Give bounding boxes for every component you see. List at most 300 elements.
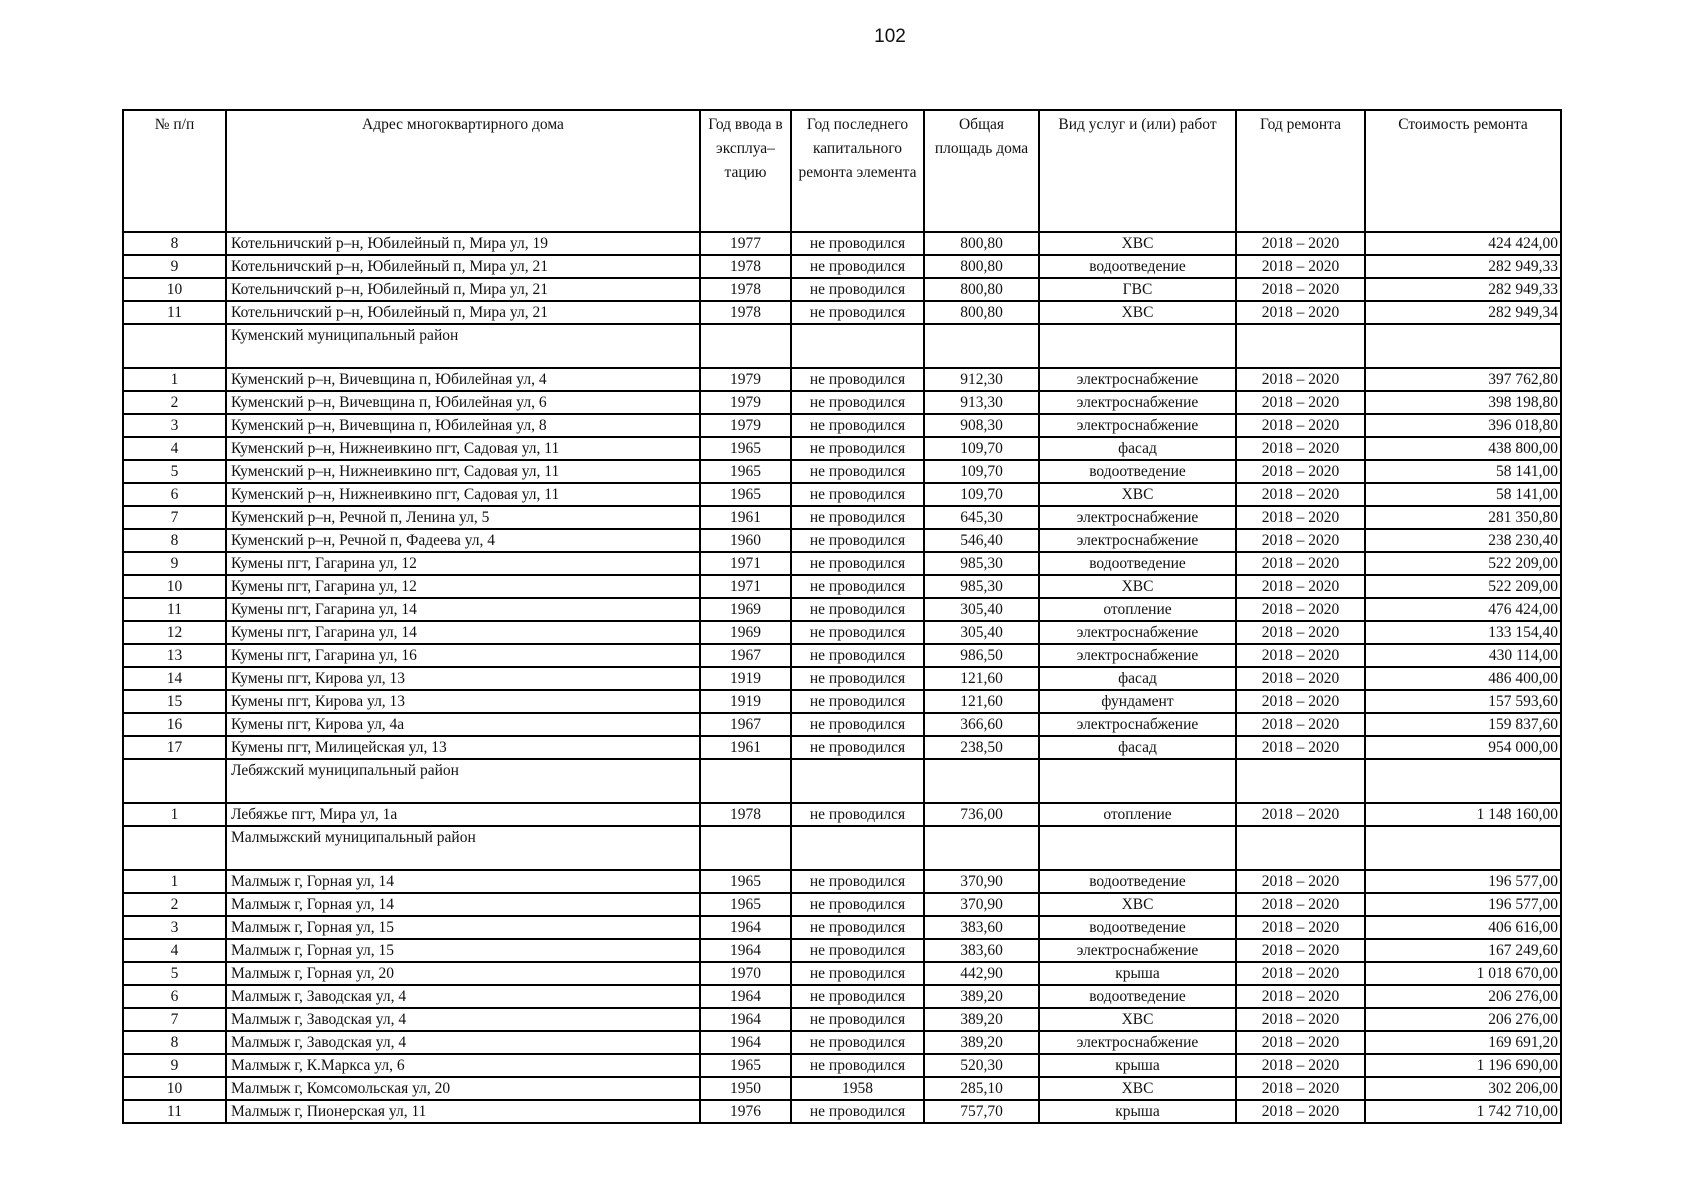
cell-last-repair: не проводился [791,667,924,690]
cell-area: 389,20 [924,1031,1039,1054]
cell-repair-years: 2018 – 2020 [1236,460,1365,483]
cell-area: 800,80 [924,278,1039,301]
cell-area: 985,30 [924,575,1039,598]
header-area: Общая площадь дома [924,110,1039,232]
cell-address: Кумены пгт, Кирова ул, 13 [226,690,700,713]
cell-service: электроснабжение [1039,414,1236,437]
cell-year-built: 1976 [700,1100,791,1123]
cell-year-built: 1979 [700,414,791,437]
header-address: Адрес многоквартирного дома [226,110,700,232]
cell-service: фасад [1039,667,1236,690]
cell-year-built: 1971 [700,552,791,575]
cell-address: Куменский р–н, Речной п, Ленина ул, 5 [226,506,700,529]
cell-repair-years: 2018 – 2020 [1236,1100,1365,1123]
cell-num: 11 [123,1100,226,1123]
cell-last-repair: не проводился [791,621,924,644]
cell-area: 389,20 [924,985,1039,1008]
empty-cell [1236,759,1365,803]
cell-cost: 302 206,00 [1365,1077,1561,1100]
cell-last-repair: не проводился [791,962,924,985]
cell-num: 5 [123,962,226,985]
cell-num: 2 [123,893,226,916]
cell-address: Кумены пгт, Кирова ул, 4а [226,713,700,736]
cell-service: водоотведение [1039,255,1236,278]
cell-service: водоотведение [1039,916,1236,939]
cell-cost: 954 000,00 [1365,736,1561,759]
cell-year-built: 1919 [700,690,791,713]
cell-repair-years: 2018 – 2020 [1236,985,1365,1008]
cell-year-built: 1964 [700,939,791,962]
cell-num: 10 [123,278,226,301]
table-row [123,962,1561,985]
cell-address: Куменский р–н, Речной п, Фадеева ул, 4 [226,529,700,552]
cell-year-built: 1919 [700,667,791,690]
table-row [123,916,1561,939]
empty-cell [1039,826,1236,870]
table-row [123,255,1561,278]
cell-last-repair: не проводился [791,1054,924,1077]
cell-area: 109,70 [924,460,1039,483]
table-row [123,414,1561,437]
cell-service: ХВС [1039,575,1236,598]
cell-cost: 196 577,00 [1365,893,1561,916]
cell-year-built: 1965 [700,870,791,893]
cell-num: 8 [123,232,226,255]
table-row [123,391,1561,414]
cell-repair-years: 2018 – 2020 [1236,1031,1365,1054]
cell-last-repair: не проводился [791,939,924,962]
cell-service: фасад [1039,736,1236,759]
cell-last-repair: не проводился [791,278,924,301]
table-row [123,1031,1561,1054]
table-row [123,598,1561,621]
cell-num: 10 [123,575,226,598]
cell-last-repair: не проводился [791,255,924,278]
table-row [123,437,1561,460]
cell-last-repair: не проводился [791,391,924,414]
cell-cost: 169 691,20 [1365,1031,1561,1054]
cell-cost: 157 593,60 [1365,690,1561,713]
cell-service: отопление [1039,803,1236,826]
cell-repair-years: 2018 – 2020 [1236,939,1365,962]
cell-num: 1 [123,870,226,893]
cell-area: 370,90 [924,893,1039,916]
empty-cell [700,826,791,870]
cell-service: водоотведение [1039,870,1236,893]
cell-num: 4 [123,437,226,460]
cell-num: 10 [123,1077,226,1100]
cell-cost: 282 949,34 [1365,301,1561,324]
cell-last-repair: не проводился [791,529,924,552]
cell-year-built: 1970 [700,962,791,985]
cell-service: ХВС [1039,232,1236,255]
table-row [123,621,1561,644]
cell-cost: 58 141,00 [1365,483,1561,506]
cell-num: 6 [123,985,226,1008]
cell-area: 986,50 [924,644,1039,667]
cell-repair-years: 2018 – 2020 [1236,713,1365,736]
cell-repair-years: 2018 – 2020 [1236,301,1365,324]
cell-address: Куменский р–н, Вичевщина п, Юбилейная ул, 6 [226,391,700,414]
header-service: Вид услуг и (или) работ [1039,110,1236,232]
cell-area: 736,00 [924,803,1039,826]
cell-cost: 159 837,60 [1365,713,1561,736]
table-body [123,232,1561,1123]
cell-year-built: 1967 [700,713,791,736]
cell-service: крыша [1039,1100,1236,1123]
cell-area: 800,80 [924,301,1039,324]
empty-cell [123,324,226,368]
cell-area: 546,40 [924,529,1039,552]
cell-repair-years: 2018 – 2020 [1236,255,1365,278]
cell-cost: 167 249,60 [1365,939,1561,962]
cell-repair-years: 2018 – 2020 [1236,232,1365,255]
empty-cell [123,759,226,803]
cell-cost: 522 209,00 [1365,552,1561,575]
cell-address: Куменский р–н, Нижнеивкино пгт, Садовая ул, 11 [226,483,700,506]
cell-service: ХВС [1039,483,1236,506]
empty-cell [1236,826,1365,870]
table-row [123,575,1561,598]
cell-year-built: 1961 [700,736,791,759]
cell-cost: 1 148 160,00 [1365,803,1561,826]
cell-year-built: 1960 [700,529,791,552]
cell-repair-years: 2018 – 2020 [1236,598,1365,621]
empty-cell [700,759,791,803]
section-row [123,324,1561,368]
cell-year-built: 1950 [700,1077,791,1100]
cell-address: Котельничский р–н, Юбилейный п, Мира ул, 21 [226,301,700,324]
section-row [123,826,1561,870]
cell-service: водоотведение [1039,460,1236,483]
cell-last-repair: не проводился [791,460,924,483]
empty-cell [1039,324,1236,368]
cell-address: Котельничский р–н, Юбилейный п, Мира ул, 21 [226,255,700,278]
cell-num: 8 [123,529,226,552]
cell-area: 800,80 [924,232,1039,255]
cell-last-repair: не проводился [791,870,924,893]
table-row [123,644,1561,667]
cell-year-built: 1961 [700,506,791,529]
table-row [123,460,1561,483]
cell-last-repair: не проводился [791,916,924,939]
cell-last-repair: не проводился [791,368,924,391]
cell-area: 285,10 [924,1077,1039,1100]
cell-last-repair: не проводился [791,690,924,713]
cell-service: ХВС [1039,301,1236,324]
cell-last-repair: не проводился [791,575,924,598]
cell-num: 11 [123,301,226,324]
table-row [123,667,1561,690]
cell-last-repair: не проводился [791,893,924,916]
header-last-repair: Год последнего капитального ремонта элемента [791,110,924,232]
cell-address: Куменский р–н, Вичевщина п, Юбилейная ул, 4 [226,368,700,391]
cell-address: Малмыж г, Пионерская ул, 11 [226,1100,700,1123]
cell-address: Кумены пгт, Гагарина ул, 16 [226,644,700,667]
cell-cost: 206 276,00 [1365,1008,1561,1031]
cell-cost: 486 400,00 [1365,667,1561,690]
cell-cost: 476 424,00 [1365,598,1561,621]
cell-last-repair: не проводился [791,552,924,575]
cell-num: 4 [123,939,226,962]
table-row [123,506,1561,529]
cell-area: 121,60 [924,690,1039,713]
cell-service: ГВС [1039,278,1236,301]
section-row [123,759,1561,803]
cell-service: электроснабжение [1039,368,1236,391]
cell-last-repair: не проводился [791,301,924,324]
cell-repair-years: 2018 – 2020 [1236,690,1365,713]
table-row [123,483,1561,506]
cell-year-built: 1964 [700,1008,791,1031]
cell-address: Малмыж г, Заводская ул, 4 [226,1031,700,1054]
cell-cost: 396 018,80 [1365,414,1561,437]
cell-address: Куменский р–н, Нижнеивкино пгт, Садовая ул, 11 [226,437,700,460]
cell-last-repair: не проводился [791,803,924,826]
empty-cell [700,324,791,368]
empty-cell [791,759,924,803]
cell-repair-years: 2018 – 2020 [1236,644,1365,667]
cell-num: 9 [123,255,226,278]
cell-last-repair: не проводился [791,985,924,1008]
cell-service: фундамент [1039,690,1236,713]
header-year-built: Год ввода в эксплуа– тацию [700,110,791,232]
cell-address: Кумены пгт, Гагарина ул, 12 [226,552,700,575]
cell-last-repair: не проводился [791,232,924,255]
cell-year-built: 1978 [700,255,791,278]
repair-table [122,109,1562,1124]
cell-cost: 406 616,00 [1365,916,1561,939]
section-title: Куменский муниципальный район [226,324,700,368]
page-number: 102 [874,26,906,47]
cell-num: 7 [123,506,226,529]
table-row [123,870,1561,893]
cell-service: электроснабжение [1039,529,1236,552]
cell-area: 370,90 [924,870,1039,893]
cell-area: 121,60 [924,667,1039,690]
header-row [123,110,1561,232]
cell-last-repair: не проводился [791,437,924,460]
cell-repair-years: 2018 – 2020 [1236,414,1365,437]
table-row [123,232,1561,255]
cell-area: 305,40 [924,598,1039,621]
cell-num: 14 [123,667,226,690]
cell-cost: 206 276,00 [1365,985,1561,1008]
cell-last-repair: не проводился [791,598,924,621]
table-row [123,893,1561,916]
table-row [123,939,1561,962]
cell-area: 366,60 [924,713,1039,736]
cell-address: Кумены пгт, Гагарина ул, 14 [226,621,700,644]
cell-service: электроснабжение [1039,939,1236,962]
cell-repair-years: 2018 – 2020 [1236,506,1365,529]
cell-year-built: 1979 [700,391,791,414]
cell-year-built: 1979 [700,368,791,391]
cell-service: фасад [1039,437,1236,460]
cell-repair-years: 2018 – 2020 [1236,368,1365,391]
cell-area: 109,70 [924,483,1039,506]
cell-num: 8 [123,1031,226,1054]
cell-service: электроснабжение [1039,621,1236,644]
cell-repair-years: 2018 – 2020 [1236,870,1365,893]
cell-cost: 238 230,40 [1365,529,1561,552]
cell-repair-years: 2018 – 2020 [1236,736,1365,759]
cell-last-repair: не проводился [791,483,924,506]
cell-last-repair: не проводился [791,1100,924,1123]
cell-service: ХВС [1039,1008,1236,1031]
cell-address: Куменский р–н, Вичевщина п, Юбилейная ул, 8 [226,414,700,437]
cell-area: 985,30 [924,552,1039,575]
cell-service: электроснабжение [1039,391,1236,414]
cell-service: отопление [1039,598,1236,621]
table-row [123,713,1561,736]
cell-repair-years: 2018 – 2020 [1236,916,1365,939]
cell-service: ХВС [1039,893,1236,916]
cell-cost: 397 762,80 [1365,368,1561,391]
cell-cost: 196 577,00 [1365,870,1561,893]
cell-cost: 282 949,33 [1365,278,1561,301]
cell-year-built: 1964 [700,985,791,1008]
table-row [123,1100,1561,1123]
cell-address: Малмыж г, Горная ул, 14 [226,870,700,893]
cell-cost: 281 350,80 [1365,506,1561,529]
cell-year-built: 1978 [700,301,791,324]
cell-repair-years: 2018 – 2020 [1236,893,1365,916]
table-row [123,736,1561,759]
empty-cell [1365,826,1561,870]
empty-cell [924,324,1039,368]
cell-last-repair: не проводился [791,506,924,529]
empty-cell [1039,759,1236,803]
cell-address: Малмыж г, Заводская ул, 4 [226,1008,700,1031]
empty-cell [1236,324,1365,368]
cell-address: Кумены пгт, Гагарина ул, 12 [226,575,700,598]
cell-service: электроснабжение [1039,1031,1236,1054]
cell-year-built: 1969 [700,598,791,621]
table-row [123,368,1561,391]
cell-repair-years: 2018 – 2020 [1236,667,1365,690]
empty-cell [1365,324,1561,368]
table-row [123,985,1561,1008]
cell-address: Котельничский р–н, Юбилейный п, Мира ул, 21 [226,278,700,301]
cell-area: 912,30 [924,368,1039,391]
cell-year-built: 1965 [700,483,791,506]
cell-year-built: 1978 [700,803,791,826]
empty-cell [924,759,1039,803]
cell-address: Кумены пгт, Милицейская ул, 13 [226,736,700,759]
cell-address: Куменский р–н, Нижнеивкино пгт, Садовая ул, 11 [226,460,700,483]
cell-cost: 424 424,00 [1365,232,1561,255]
cell-cost: 430 114,00 [1365,644,1561,667]
cell-service: крыша [1039,962,1236,985]
cell-area: 800,80 [924,255,1039,278]
cell-repair-years: 2018 – 2020 [1236,278,1365,301]
cell-address: Малмыж г, Комсомольская ул, 20 [226,1077,700,1100]
cell-area: 757,70 [924,1100,1039,1123]
cell-repair-years: 2018 – 2020 [1236,529,1365,552]
cell-num: 12 [123,621,226,644]
table-row [123,301,1561,324]
cell-num: 2 [123,391,226,414]
empty-cell [123,826,226,870]
empty-cell [791,826,924,870]
cell-year-built: 1964 [700,916,791,939]
table-row [123,529,1561,552]
cell-area: 238,50 [924,736,1039,759]
empty-cell [791,324,924,368]
table-row [123,278,1561,301]
table-row [123,1054,1561,1077]
cell-service: крыша [1039,1054,1236,1077]
cell-num: 13 [123,644,226,667]
cell-year-built: 1965 [700,1054,791,1077]
cell-address: Кумены пгт, Кирова ул, 13 [226,667,700,690]
cell-year-built: 1971 [700,575,791,598]
cell-num: 15 [123,690,226,713]
cell-cost: 522 209,00 [1365,575,1561,598]
cell-area: 383,60 [924,939,1039,962]
table-row [123,1008,1561,1031]
cell-area: 442,90 [924,962,1039,985]
cell-year-built: 1967 [700,644,791,667]
cell-area: 645,30 [924,506,1039,529]
cell-address: Малмыж г, Горная ул, 15 [226,916,700,939]
cell-num: 17 [123,736,226,759]
cell-address: Лебяжье пгт, Мира ул, 1а [226,803,700,826]
cell-repair-years: 2018 – 2020 [1236,552,1365,575]
cell-area: 305,40 [924,621,1039,644]
cell-service: водоотведение [1039,552,1236,575]
cell-num: 5 [123,460,226,483]
cell-repair-years: 2018 – 2020 [1236,621,1365,644]
cell-cost: 1 196 690,00 [1365,1054,1561,1077]
cell-num: 9 [123,1054,226,1077]
cell-cost: 282 949,33 [1365,255,1561,278]
cell-address: Малмыж г, Горная ул, 14 [226,893,700,916]
section-title: Лебяжский муниципальный район [226,759,700,803]
cell-cost: 1 018 670,00 [1365,962,1561,985]
cell-last-repair: не проводился [791,414,924,437]
cell-year-built: 1965 [700,460,791,483]
cell-last-repair: не проводился [791,736,924,759]
cell-last-repair: не проводился [791,713,924,736]
cell-address: Малмыж г, К.Маркса ул, 6 [226,1054,700,1077]
cell-last-repair: не проводился [791,1031,924,1054]
cell-cost: 438 800,00 [1365,437,1561,460]
cell-num: 1 [123,803,226,826]
cell-repair-years: 2018 – 2020 [1236,962,1365,985]
cell-address: Малмыж г, Горная ул, 15 [226,939,700,962]
cell-area: 109,70 [924,437,1039,460]
cell-num: 1 [123,368,226,391]
empty-cell [924,826,1039,870]
cell-area: 383,60 [924,916,1039,939]
cell-num: 3 [123,414,226,437]
cell-repair-years: 2018 – 2020 [1236,1054,1365,1077]
cell-num: 7 [123,1008,226,1031]
cell-repair-years: 2018 – 2020 [1236,437,1365,460]
cell-address: Котельничский р–н, Юбилейный п, Мира ул, 19 [226,232,700,255]
cell-repair-years: 2018 – 2020 [1236,803,1365,826]
cell-year-built: 1977 [700,232,791,255]
cell-area: 913,30 [924,391,1039,414]
cell-last-repair: 1958 [791,1077,924,1100]
cell-num: 9 [123,552,226,575]
section-title: Малмыжский муниципальный район [226,826,700,870]
cell-num: 3 [123,916,226,939]
cell-repair-years: 2018 – 2020 [1236,483,1365,506]
header-num: № п/п [123,110,226,232]
